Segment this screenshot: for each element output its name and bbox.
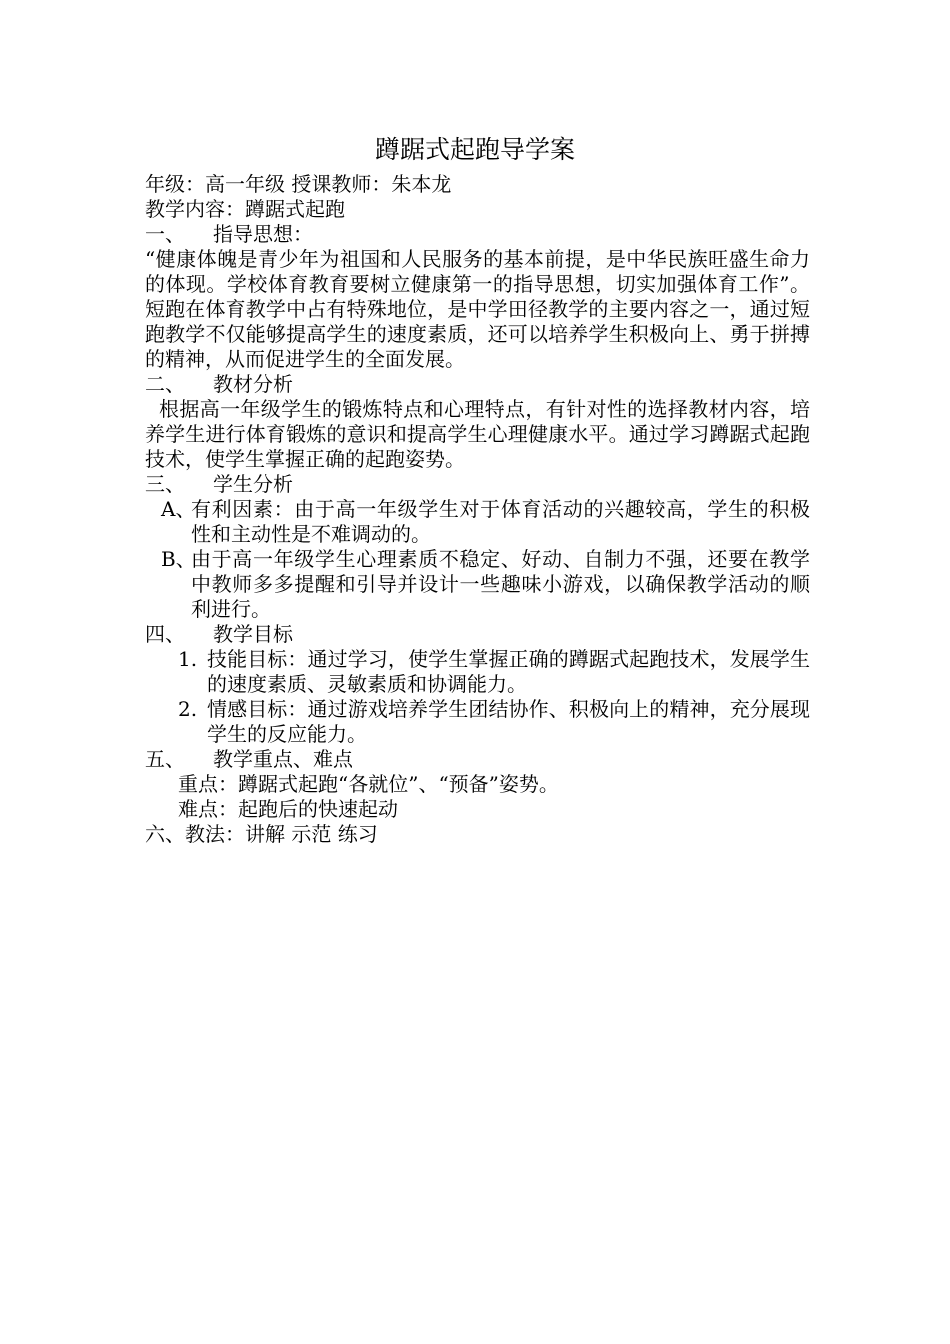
section-4-title: 教学目标: [213, 622, 293, 646]
section-6-line: 六、教法：讲解 示范 练习: [145, 822, 378, 846]
difficulty-line: 难点：起跑后的快速起动: [178, 797, 398, 821]
objective-2-marker: 2.: [178, 697, 198, 721]
section-5-title: 教学重点、难点: [213, 747, 353, 771]
student-analysis-item-a: [145, 497, 810, 547]
key-point-line: 重点：蹲踞式起跑“各就位”、“预备”姿势。: [178, 772, 559, 796]
objective-item-2: [145, 697, 810, 747]
section-4-number: 四、: [145, 622, 185, 646]
item-a-text: 有利因素：由于高一年级学生对于体育活动的兴趣较高，学生的积极性和主动性是不难调动的。: [191, 497, 810, 546]
document-title: 蹲踞式起跑导学案: [374, 135, 575, 164]
section-2-number: 二、: [145, 372, 185, 396]
objective-item-1: [145, 647, 810, 697]
objective-1-marker: 1.: [178, 647, 198, 671]
section-3-number: 三、: [145, 472, 185, 496]
section-2-heading: [145, 372, 810, 397]
grade-teacher-line: 年级：高一年级 授课教师：朱本龙: [145, 172, 452, 196]
section-3-title: 学生分析: [213, 472, 293, 496]
item-a-marker: A、: [161, 497, 196, 521]
document-body: [145, 172, 810, 847]
section-2-paragraph: 根据高一年级学生的锻炼特点和心理特点，有针对性的选择教材内容，培养学生进行体育锻炼的意识和提高学生心理健康水平。通过学习蹲踞式起跑技术，使学生掌握正确的起跑姿势。: [145, 397, 810, 471]
teaching-content-line: 教学内容：蹲踞式起跑: [145, 197, 345, 221]
section-2-title: 教材分析: [213, 372, 293, 396]
section-1-title: 指导思想：: [213, 222, 313, 246]
student-analysis-item-b: [145, 547, 810, 622]
section-1-number: 一、: [145, 222, 185, 246]
objective-1-text: 技能目标：通过学习，使学生掌握正确的蹲踞式起跑技术，发展学生的速度素质、灵敏素质和协调能力。: [207, 647, 810, 696]
section-1-paragraph: “健康体魄是青少年为祖国和人民服务的基本前提，是中华民族旺盛生命力的体现。学校体育教育要树立健康第一的指导思想，切实加强体育工作”。短跑在体育教学中占有特殊地位，是中学田径教学的主要内容之一，通过短跑教学不仅能够提高学生的速度素质，还可以培养学生积极向上、勇于拼搏的精神，从而促进学生的全面发展。: [145, 247, 810, 371]
section-3-heading: [145, 472, 810, 497]
item-b-text: 由于高一年级学生心理素质不稳定、好动、自制力不强，还要在教学中教师多多提醒和引导并设计一些趣味小游戏，以确保教学活动的顺利进行。: [191, 547, 810, 621]
item-b-marker: B、: [161, 547, 196, 571]
objective-2-text: 情感目标：通过游戏培养学生团结协作、积极向上的精神，充分展现学生的反应能力。: [207, 697, 810, 746]
section-5-number: 五、: [145, 747, 185, 771]
section-1-heading: [145, 222, 810, 247]
section-5-heading: [145, 747, 810, 772]
section-4-heading: [145, 622, 810, 647]
